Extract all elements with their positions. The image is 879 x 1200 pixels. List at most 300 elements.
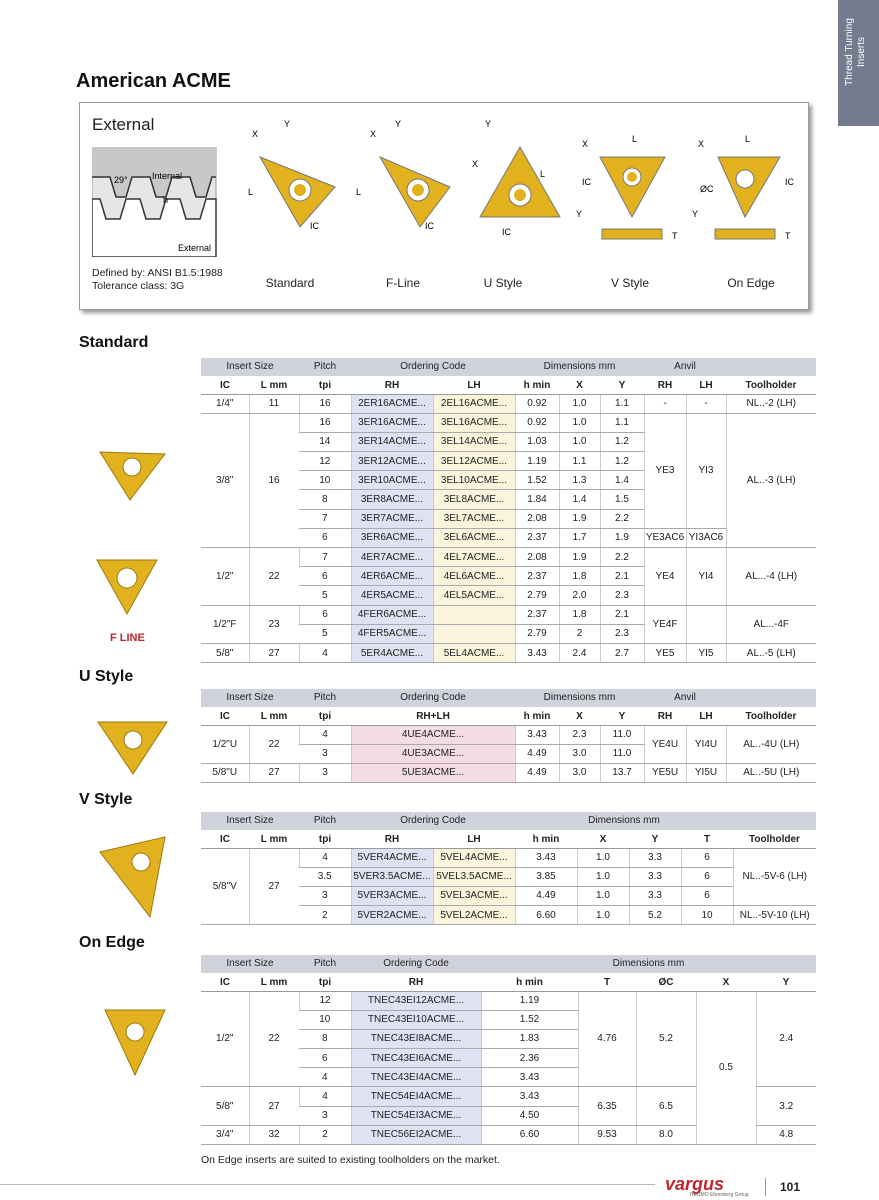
table-cell: TNEC43EI10ACME... — [351, 1010, 481, 1029]
side-tab-label: Thread Turning Inserts — [844, 18, 867, 86]
column-header: L mm — [249, 830, 299, 848]
vstyle-insert-photo — [95, 832, 175, 922]
style-label-fline: F-Line — [385, 276, 420, 290]
table-cell: 27 — [249, 848, 299, 925]
column-header: h min — [515, 376, 559, 394]
table-cell: 12 — [299, 452, 351, 471]
panel-title: External — [92, 115, 155, 134]
column-header: L mm — [249, 707, 299, 725]
column-header: tpi — [299, 707, 351, 725]
svg-text:L: L — [745, 134, 751, 144]
table-cell: 2.79 — [515, 586, 559, 605]
table-cell: 3.43 — [515, 643, 559, 662]
section-vstyle-title: V Style — [79, 791, 133, 808]
table-cell: 22 — [249, 548, 299, 606]
table-cell: 3.85 — [515, 867, 577, 886]
table-cell: 11 — [249, 394, 299, 413]
table-cell: 2.37 — [515, 528, 559, 547]
table-cell: 2.0 — [559, 586, 600, 605]
svg-text:IC: IC — [582, 177, 591, 187]
column-header: tpi — [299, 973, 351, 991]
table-cell: 1.19 — [481, 991, 578, 1010]
column-header: X — [577, 830, 629, 848]
definition-text: Defined by: ANSI B1.5:1988 Tolerance class: 3G — [92, 267, 223, 292]
table-cell: 27 — [249, 643, 299, 662]
table-cell: 6.35 — [578, 1087, 636, 1125]
column-header: LH — [433, 830, 515, 848]
table-cell: 6 — [299, 567, 351, 586]
style-label-standard: Standard — [265, 276, 315, 290]
table-cell: 4.50 — [481, 1106, 578, 1125]
table-cell: 1.4 — [559, 490, 600, 509]
table-cell: 3ER14ACME... — [351, 432, 433, 451]
table-cell: 1.5 — [600, 490, 644, 509]
table-cell: 3 — [299, 886, 351, 905]
table-cell: 0.92 — [515, 394, 559, 413]
internal-label: Internal — [152, 171, 183, 181]
table-cell: 1.8 — [559, 567, 600, 586]
table-cell: 5VEL2ACME... — [433, 906, 515, 925]
column-header: RH — [351, 376, 433, 394]
table-cell: 2.79 — [515, 624, 559, 643]
column-header: T — [578, 973, 636, 991]
table-row — [201, 848, 816, 867]
table-cell: 6.5 — [636, 1087, 696, 1125]
table-cell: 4 — [299, 643, 351, 662]
table-cell: 6 — [299, 605, 351, 624]
table-cell: 5ER4ACME... — [351, 643, 433, 662]
table-cell: 2.1 — [600, 605, 644, 624]
table-cell: 2EL16ACME... — [433, 394, 515, 413]
table-cell: 5VER3.5ACME... — [351, 867, 433, 886]
svg-text:X: X — [370, 129, 377, 139]
table-cell: 4ER6ACME... — [351, 567, 433, 586]
column-header: X — [696, 973, 756, 991]
table-cell: 5VEL3ACME... — [433, 886, 515, 905]
table-cell: TNEC43EI6ACME... — [351, 1049, 481, 1068]
table-cell: 3 — [299, 744, 351, 763]
table-cell: 5.2 — [629, 906, 681, 925]
table-cell: 1.84 — [515, 490, 559, 509]
vargus-logo-sub: NEUMO Ehrenberg Group — [690, 1192, 749, 1198]
table-cell: 3.43 — [515, 848, 577, 867]
table-cell: 22 — [249, 991, 299, 1087]
table-cell: TNEC56EI2ACME... — [351, 1125, 481, 1144]
table-cell: 4EL5ACME... — [433, 586, 515, 605]
table-cell: 10 — [681, 906, 733, 925]
column-header: Y — [600, 707, 644, 725]
fline-insert-icon — [356, 119, 450, 231]
svg-text:IC: IC — [425, 221, 434, 231]
column-header: LH — [686, 376, 726, 394]
table-cell: 4 — [299, 725, 351, 744]
table-cell: 4.49 — [515, 744, 559, 763]
table-cell: 6.60 — [515, 906, 577, 925]
table-cell: 13.7 — [600, 763, 644, 782]
table-cell: 5VEL3.5ACME... — [433, 867, 515, 886]
table-cell: 4.8 — [756, 1125, 816, 1144]
table-cell: 23 — [249, 605, 299, 643]
table-cell: 3/8" — [201, 413, 249, 547]
table-cell: 1.1 — [559, 452, 600, 471]
column-header: Toolholder — [726, 707, 816, 725]
table-cell: 3.0 — [559, 744, 600, 763]
table-cell: 27 — [249, 763, 299, 782]
table-cell: 4 — [299, 1087, 351, 1106]
table-cell: 5VEL4ACME... — [433, 848, 515, 867]
table-cell: TNEC54EI4ACME... — [351, 1087, 481, 1106]
table-cell: 12 — [299, 991, 351, 1010]
column-header: IC — [201, 830, 249, 848]
footer-line — [0, 1184, 655, 1185]
standard-table: Insert Size Pitch Ordering Code Dimensions mm Anvil IC L mm tpi RH LH h min X Y RH LH Toolholder 1/4" 11 16 2ER16ACME... 2EL16ACME... 0.92 1.0 1.1 - - NL..-2 (LH) 3/8" 16 16 3ER16ACME... 3EL16ACME... 0.92 1.0 1.1 YE3 YI3 AL..-3 (LH) 14 3ER14ACME... 3EL14ACME... 1.03 1.0 1.2 12 3ER12ACME... 3EL12ACME... 1.19 1.1 1.2 10 3ER10ACME... 3EL10ACME... 1.52 1.3 1.4 8 3ER8ACME... 3EL8ACME... 1.84 1.4 1.5 7 3ER7ACME... 3EL7ACME... 2.08 1.9 2.2 6 3ER6ACME... 3EL6ACME... 2.37 1.7 1.9 YE3AC6 YI3AC6 1/2" 22 7 4ER7ACME... 4EL7ACME... 2.08 1.9 2.2 YE4 YI4 AL...-4 (LH) 6 4ER6ACME... 4EL6ACME... 2.37 1.8 2.1 5 4ER5ACME... 4EL5ACME... 2.79 2.0 2.3 1/2"F 23 6 4FER6ACME... 2.37 1.8 2.1 YE4F AL...-4F 5 4FER5ACME... 2.79 2 2.3 5/8" 27 4 5ER4ACME... 5EL4ACME... 3.43 2.4 2.7 YE5 YI5 AL..-5 (LH) — [201, 358, 816, 663]
vstyle-insert-icon — [576, 134, 678, 241]
table-cell: 3 — [299, 1106, 351, 1125]
column-header: Toolholder — [726, 376, 816, 394]
svg-text:IC: IC — [502, 227, 511, 237]
table-cell: 3EL16ACME... — [433, 413, 515, 432]
table-cell: 3EL14ACME... — [433, 432, 515, 451]
table-cell: 4ER5ACME... — [351, 586, 433, 605]
table-cell: 3EL8ACME... — [433, 490, 515, 509]
column-header: h min — [481, 973, 578, 991]
table-cell: 1.8 — [559, 605, 600, 624]
table-cell: 11.0 — [600, 744, 644, 763]
table-cell: 22 — [249, 725, 299, 763]
table-cell: 1.0 — [577, 886, 629, 905]
column-header: ØC — [636, 973, 696, 991]
table-cell: 5EL4ACME... — [433, 643, 515, 662]
column-header: L mm — [249, 973, 299, 991]
table-row — [201, 763, 816, 782]
table-cell: 27 — [249, 1087, 299, 1125]
table-cell: 3EL7ACME... — [433, 509, 515, 528]
table-cell: 1.0 — [577, 906, 629, 925]
table-cell: 2.37 — [515, 567, 559, 586]
table-cell: 4ER7ACME... — [351, 548, 433, 567]
table-cell: 1.4 — [600, 471, 644, 490]
svg-text:Y: Y — [395, 119, 402, 129]
table-cell: 2.08 — [515, 548, 559, 567]
table-cell: 4 — [299, 848, 351, 867]
table-cell: 2.4 — [559, 643, 600, 662]
table-cell: 3.43 — [481, 1087, 578, 1106]
table-cell: 11.0 — [600, 725, 644, 744]
column-header: RH — [644, 376, 686, 394]
table-cell: NL..-5V-6 (LH) — [733, 848, 816, 906]
table-cell: 9.53 — [578, 1125, 636, 1144]
table-cell: 1.9 — [559, 509, 600, 528]
table-cell: 2.3 — [559, 725, 600, 744]
table-cell: 8.0 — [636, 1125, 696, 1144]
table-cell: 10 — [299, 471, 351, 490]
column-header: h min — [515, 707, 559, 725]
style-label-ustyle: U Style — [483, 276, 523, 290]
table-cell: 2.36 — [481, 1049, 578, 1068]
fline-insert-photo — [92, 552, 162, 617]
table-cell: YI3AC6 — [686, 528, 726, 547]
table-cell: 1.52 — [481, 1010, 578, 1029]
onedge-insert-icon — [692, 134, 795, 241]
table-cell: 1.1 — [600, 394, 644, 413]
table-cell: 1.0 — [577, 867, 629, 886]
footer-divider — [765, 1178, 766, 1196]
table-cell: 14 — [299, 432, 351, 451]
h-label: h — [163, 195, 169, 205]
table-cell: YI5U — [686, 763, 726, 782]
table-cell: 1/2" — [201, 548, 249, 606]
table-cell: YI4 — [686, 548, 726, 606]
table-cell: 5VER4ACME... — [351, 848, 433, 867]
table-cell: 3.3 — [629, 886, 681, 905]
table-cell: 2.1 — [600, 567, 644, 586]
table-cell: 16 — [299, 394, 351, 413]
table-cell: 32 — [249, 1125, 299, 1144]
table-cell: 3/4" — [201, 1125, 249, 1144]
table-cell: 8 — [299, 1029, 351, 1048]
table-cell: YI4U — [686, 725, 726, 763]
svg-text:T: T — [785, 231, 791, 241]
table-row — [201, 725, 816, 744]
table-cell: 5VER2ACME... — [351, 906, 433, 925]
table-cell: 1.83 — [481, 1029, 578, 1048]
table-cell: 3.3 — [629, 848, 681, 867]
table-cell: 1/2"U — [201, 725, 249, 763]
ustyle-insert-icon — [472, 119, 560, 237]
table-cell: 6 — [299, 1049, 351, 1068]
vargus-logo: vargus — [665, 1174, 725, 1194]
table-row — [201, 643, 816, 662]
table-cell: 2.2 — [600, 509, 644, 528]
onedge-insert-photo — [95, 1000, 175, 1080]
onedge-note: On Edge inserts are suited to existing toolholders on the market. — [201, 1154, 500, 1166]
table-cell: 2.2 — [600, 548, 644, 567]
table-cell: 5 — [299, 586, 351, 605]
svg-text:L: L — [356, 187, 362, 197]
page-number: 101 — [780, 1180, 801, 1194]
table-cell: 3.43 — [515, 725, 559, 744]
table-cell: 1.03 — [515, 432, 559, 451]
svg-text:X: X — [252, 129, 259, 139]
table-cell: AL..-5 (LH) — [726, 643, 816, 662]
side-tab — [838, 0, 879, 126]
table-cell: 6 — [681, 886, 733, 905]
table-cell: YI3 — [686, 413, 726, 528]
ustyle-table: Insert Size Pitch Ordering Code Dimensions mm Anvil IC L mm tpi RH+LH h min X Y RH LH Toolholder 1/2"U 22 4 4UE4ACME... 3.43 2.3 11.0 YE4U YI4U AL..-4U (LH) 3 4UE3ACME... 4.49 3.0 11.0 5/8"U 27 3 5UE3ACME... 4.49 3.0 13.7 YE5U YI5U AL..-5U (LH) — [201, 689, 816, 783]
table-cell: 5/8" — [201, 1087, 249, 1125]
column-header: L mm — [249, 376, 299, 394]
table-cell: 0.92 — [515, 413, 559, 432]
table-cell: 3ER10ACME... — [351, 471, 433, 490]
standard-insert-photo — [95, 442, 170, 502]
table-cell: 6 — [681, 848, 733, 867]
table-cell: YE3 — [644, 413, 686, 528]
column-header: Y — [756, 973, 816, 991]
table-cell: YE5 — [644, 643, 686, 662]
table-cell — [686, 605, 726, 643]
onedge-table: Insert Size Pitch Ordering Code Dimensions mm IC L mm tpi RH h min T ØC X Y 1/2" 22 12 TNEC43EI12ACME... 1.19 4.76 5.2 0.5 2.4 10 TNEC43EI10ACME... 1.52 8 TNEC43EI8ACME... 1.83 6 TNEC43EI6ACME... 2.36 4 TNEC43EI4ACME... 3.43 5/8" 27 4 TNEC54EI4ACME... 3.43 6.35 6.5 3.2 3 TNEC54EI3ACME... 4.50 3/4" 32 2 TNEC56EI2ACME... 6.60 9.53 8.0 4.8 — [201, 955, 816, 1145]
column-header: RH+LH — [351, 707, 515, 725]
table-cell: 3ER6ACME... — [351, 528, 433, 547]
diagram-panel — [79, 102, 809, 310]
svg-text:X: X — [698, 139, 705, 149]
svg-text:L: L — [248, 187, 254, 197]
ustyle-insert-photo — [95, 712, 170, 777]
table-cell: 3.43 — [481, 1068, 578, 1087]
table-cell: 1.0 — [577, 848, 629, 867]
table-cell: 3.0 — [559, 763, 600, 782]
table-cell: 1.2 — [600, 432, 644, 451]
table-cell: 4.49 — [515, 763, 559, 782]
column-header: LH — [686, 707, 726, 725]
column-header: T — [681, 830, 733, 848]
svg-text:L: L — [632, 134, 638, 144]
table-cell: 2.37 — [515, 605, 559, 624]
table-cell: 5/8"V — [201, 848, 249, 925]
column-header: Y — [600, 376, 644, 394]
column-header: tpi — [299, 376, 351, 394]
table-cell: 7 — [299, 509, 351, 528]
table-cell: AL..-5U (LH) — [726, 763, 816, 782]
table-cell: 5.2 — [636, 991, 696, 1087]
table-cell: 16 — [299, 413, 351, 432]
table-cell: 3.2 — [756, 1087, 816, 1125]
table-cell: 8 — [299, 490, 351, 509]
column-header: X — [559, 376, 600, 394]
table-cell: 2.7 — [600, 643, 644, 662]
table-cell: 2.3 — [600, 586, 644, 605]
table-row — [201, 605, 816, 624]
standard-insert-icon — [248, 119, 335, 231]
section-onedge-title: On Edge — [79, 934, 145, 951]
column-header: RH — [351, 830, 433, 848]
column-header: IC — [201, 707, 249, 725]
external-label: External — [178, 243, 212, 253]
column-header: RH — [351, 973, 481, 991]
table-cell: 1.19 — [515, 452, 559, 471]
table-cell: TNEC54EI3ACME... — [351, 1106, 481, 1125]
table-cell: 3ER7ACME... — [351, 509, 433, 528]
style-label-onedge: On Edge — [727, 276, 775, 290]
table-cell: 3 — [299, 763, 351, 782]
table-cell: 3.5 — [299, 867, 351, 886]
svg-text:T: T — [672, 231, 678, 241]
table-cell: 2.08 — [515, 509, 559, 528]
table-cell: 3ER8ACME... — [351, 490, 433, 509]
column-header: Toolholder — [733, 830, 816, 848]
table-cell: 10 — [299, 1010, 351, 1029]
table-cell: 1.52 — [515, 471, 559, 490]
table-cell: TNEC43EI4ACME... — [351, 1068, 481, 1087]
table-cell: 1.0 — [559, 432, 600, 451]
table-cell: 4.49 — [515, 886, 577, 905]
table-cell: YI5 — [686, 643, 726, 662]
column-header: IC — [201, 376, 249, 394]
page-title: American ACME — [76, 70, 231, 92]
table-cell: 3EL6ACME... — [433, 528, 515, 547]
table-cell: 1.3 — [559, 471, 600, 490]
table-cell: 1.0 — [559, 413, 600, 432]
table-cell: - — [644, 394, 686, 413]
svg-text:X: X — [582, 139, 589, 149]
svg-text:Y: Y — [485, 119, 492, 129]
table-cell: 6.60 — [481, 1125, 578, 1144]
table-cell: 2.3 — [600, 624, 644, 643]
table-cell: 2 — [299, 1125, 351, 1144]
svg-text:ØC: ØC — [700, 184, 714, 194]
table-cell: NL..-5V-10 (LH) — [733, 906, 816, 925]
table-cell: AL..-4U (LH) — [726, 725, 816, 763]
column-header: IC — [201, 973, 249, 991]
table-cell: 4FER6ACME... — [351, 605, 433, 624]
table-cell: 3EL10ACME... — [433, 471, 515, 490]
table-cell: 2.4 — [756, 991, 816, 1087]
table-cell: 4 — [299, 1068, 351, 1087]
table-cell: 2 — [559, 624, 600, 643]
svg-text:Y: Y — [284, 119, 291, 129]
svg-text:Y: Y — [576, 209, 583, 219]
table-cell: 1.0 — [559, 394, 600, 413]
svg-text:IC: IC — [310, 221, 319, 231]
table-row — [201, 413, 816, 432]
table-cell: 4UE3ACME... — [351, 744, 515, 763]
table-cell: YE3AC6 — [644, 528, 686, 547]
table-cell: 3EL12ACME... — [433, 452, 515, 471]
table-cell: TNEC43EI8ACME... — [351, 1029, 481, 1048]
table-cell: 1.2 — [600, 452, 644, 471]
table-cell: 1.9 — [600, 528, 644, 547]
table-cell: AL..-3 (LH) — [726, 413, 816, 547]
column-header: h min — [515, 830, 577, 848]
table-cell: 3.3 — [629, 867, 681, 886]
table-cell: 5/8"U — [201, 763, 249, 782]
fline-logo: F LINE — [110, 632, 145, 644]
table-cell: YE4U — [644, 725, 686, 763]
table-row — [201, 991, 816, 1010]
table-cell: 16 — [249, 413, 299, 547]
table-cell: 7 — [299, 548, 351, 567]
table-cell: 2 — [299, 906, 351, 925]
table-cell: 4EL7ACME... — [433, 548, 515, 567]
table-cell: 5 — [299, 624, 351, 643]
table-cell: - — [686, 394, 726, 413]
section-standard-title: Standard — [79, 334, 149, 351]
column-header: Y — [629, 830, 681, 848]
table-cell: 6 — [299, 528, 351, 547]
column-header: RH — [644, 707, 686, 725]
table-cell: 1.7 — [559, 528, 600, 547]
table-cell: 0.5 — [696, 991, 756, 1145]
section-ustyle-title: U Style — [79, 668, 134, 685]
table-cell: 4EL6ACME... — [433, 567, 515, 586]
style-label-vstyle: V Style — [610, 276, 649, 290]
svg-text:L: L — [540, 169, 546, 179]
table-cell: 3ER12ACME... — [351, 452, 433, 471]
table-cell: 4.76 — [578, 991, 636, 1087]
table-cell: 1.9 — [559, 548, 600, 567]
thread-profile-diagram — [92, 147, 217, 257]
column-header: LH — [433, 376, 515, 394]
table-cell — [433, 605, 515, 624]
insert-style-diagrams — [240, 117, 810, 267]
table-cell: 5UE3ACME... — [351, 763, 515, 782]
table-cell: YE4 — [644, 548, 686, 606]
column-header: tpi — [299, 830, 351, 848]
table-cell: 1/2"F — [201, 605, 249, 643]
angle-label: 29° — [114, 175, 128, 185]
svg-text:X: X — [472, 159, 479, 169]
table-cell: 3ER16ACME... — [351, 413, 433, 432]
